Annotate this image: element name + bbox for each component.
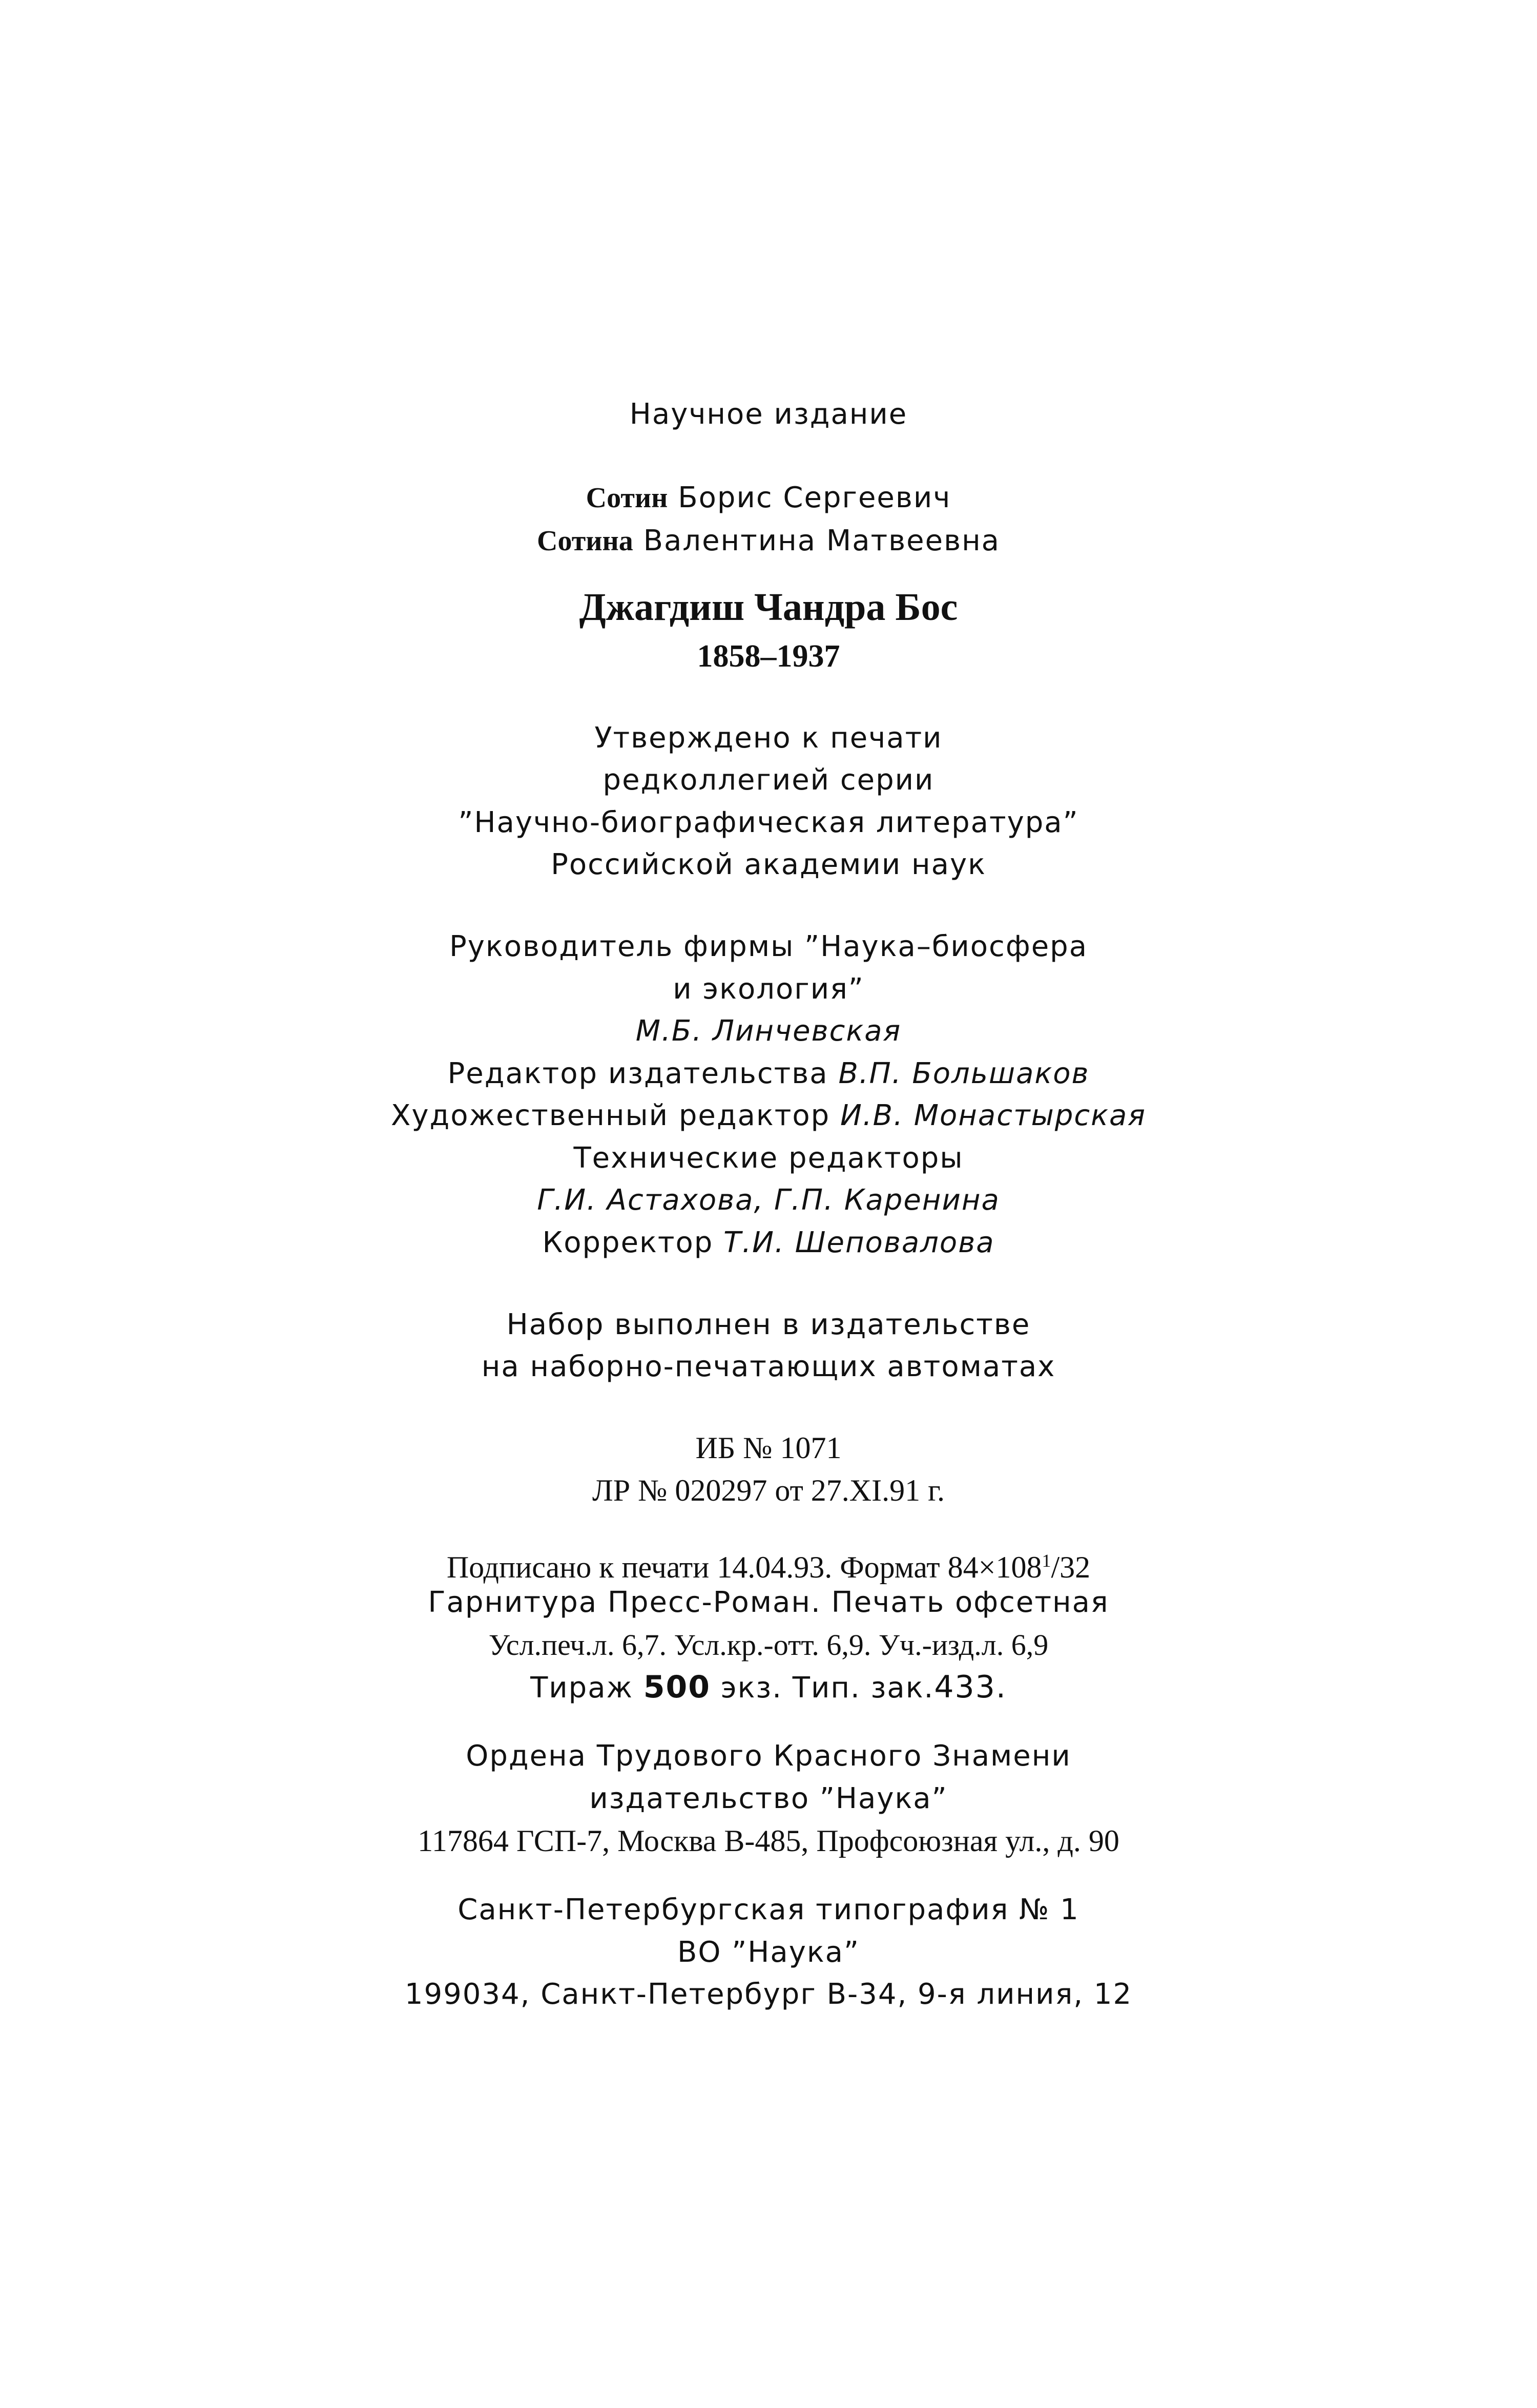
author-1-given-names: Борис Сергеевич (678, 481, 951, 514)
proofreader-name: Т.И. Шеповалова (723, 1226, 995, 1259)
run-value: 500 (643, 1669, 711, 1705)
author-2-given-names: Валентина Матвеевна (643, 524, 1000, 557)
format-label: Формат (840, 1550, 940, 1584)
proofreader-line (0, 1224, 1537, 1261)
format-superscript: 1 (1042, 1550, 1051, 1571)
run-line (0, 1669, 1537, 1707)
head-line-1: Руководитель фирмы ”Наука–биосфера (449, 930, 1088, 963)
editor-role: Редактор издательства (447, 1057, 828, 1090)
printer-line-1: Санкт-Петербургская типография № 1 (458, 1893, 1079, 1926)
run-rest: экз. Тип. зак. (720, 1671, 934, 1705)
author-1-surname: Сотин (586, 482, 668, 514)
tech-editors-role: Технические редакторы (573, 1141, 964, 1175)
publisher-address: 117864 ГСП-7, Москва В-485, Профсоюзная ул., д. 90 (418, 1824, 1119, 1858)
edition-label: Научное издание (629, 398, 908, 431)
signed-format-line (0, 1542, 1537, 1586)
format-size: 84×108 (947, 1550, 1042, 1584)
run-label: Тираж (530, 1671, 633, 1705)
signed-date: Подписано к печати 14.04.93. (446, 1550, 833, 1584)
proofreader-role: Корректор (542, 1226, 714, 1259)
printer-line-2: ВО ”Наука” (677, 1936, 860, 1969)
editor-line (0, 1055, 1537, 1092)
printer-address: 199034, Санкт-Петербург В-34, 9-я линия, 12 (404, 1978, 1133, 2011)
typesetting-line-2: на наборно-печатающих автоматах (481, 1350, 1056, 1383)
format-denominator: /32 (1051, 1550, 1091, 1584)
lr-number: ЛР № 020297 от 27.XI.91 г. (592, 1473, 945, 1507)
typeface: Гарнитура Пресс-Роман. (428, 1586, 821, 1619)
approval-line-2: редколлегией серии (603, 763, 934, 797)
approval-line-1: Утверждено к печати (594, 721, 943, 755)
book-title: Джагдиш Чандра Бос (579, 586, 958, 629)
life-years: 1858–1937 (697, 639, 840, 674)
editor-name: В.П. Большаков (838, 1057, 1090, 1090)
format-value (948, 1550, 1091, 1584)
approval-line-3: ”Научно-биографическая литература” (458, 806, 1079, 839)
order-number: 433. (934, 1669, 1007, 1705)
typeface-printing-line (0, 1584, 1537, 1621)
ib-number: ИБ № 1071 (695, 1431, 842, 1465)
approval-line-4: Российской академии наук (551, 848, 986, 881)
publisher-line-1: Ордена Трудового Красного Знамени (466, 1739, 1071, 1773)
typesetting-line-1: Набор выполнен в издательстве (506, 1308, 1031, 1341)
sheets-line: Усл.печ.л. 6,7. Усл.кр.-отт. 6,9. Уч.-изд.л. 6,9 (488, 1628, 1049, 1662)
art-editor-role: Художественный редактор (390, 1099, 830, 1132)
author-2 (0, 523, 1537, 559)
head-name: М.Б. Линчевская (635, 1014, 902, 1048)
author-1 (0, 480, 1537, 516)
head-line-2: и экология” (673, 972, 864, 1006)
publisher-line-2: издательство ”Наука” (589, 1782, 948, 1815)
author-2-surname: Сотина (537, 525, 633, 557)
tech-editors-names: Г.И. Астахова, Г.П. Каренина (537, 1184, 1000, 1217)
printing-method: Печать офсетная (831, 1586, 1109, 1619)
art-editor-line (0, 1097, 1537, 1134)
art-editor-name: И.В. Монастырская (840, 1099, 1146, 1132)
